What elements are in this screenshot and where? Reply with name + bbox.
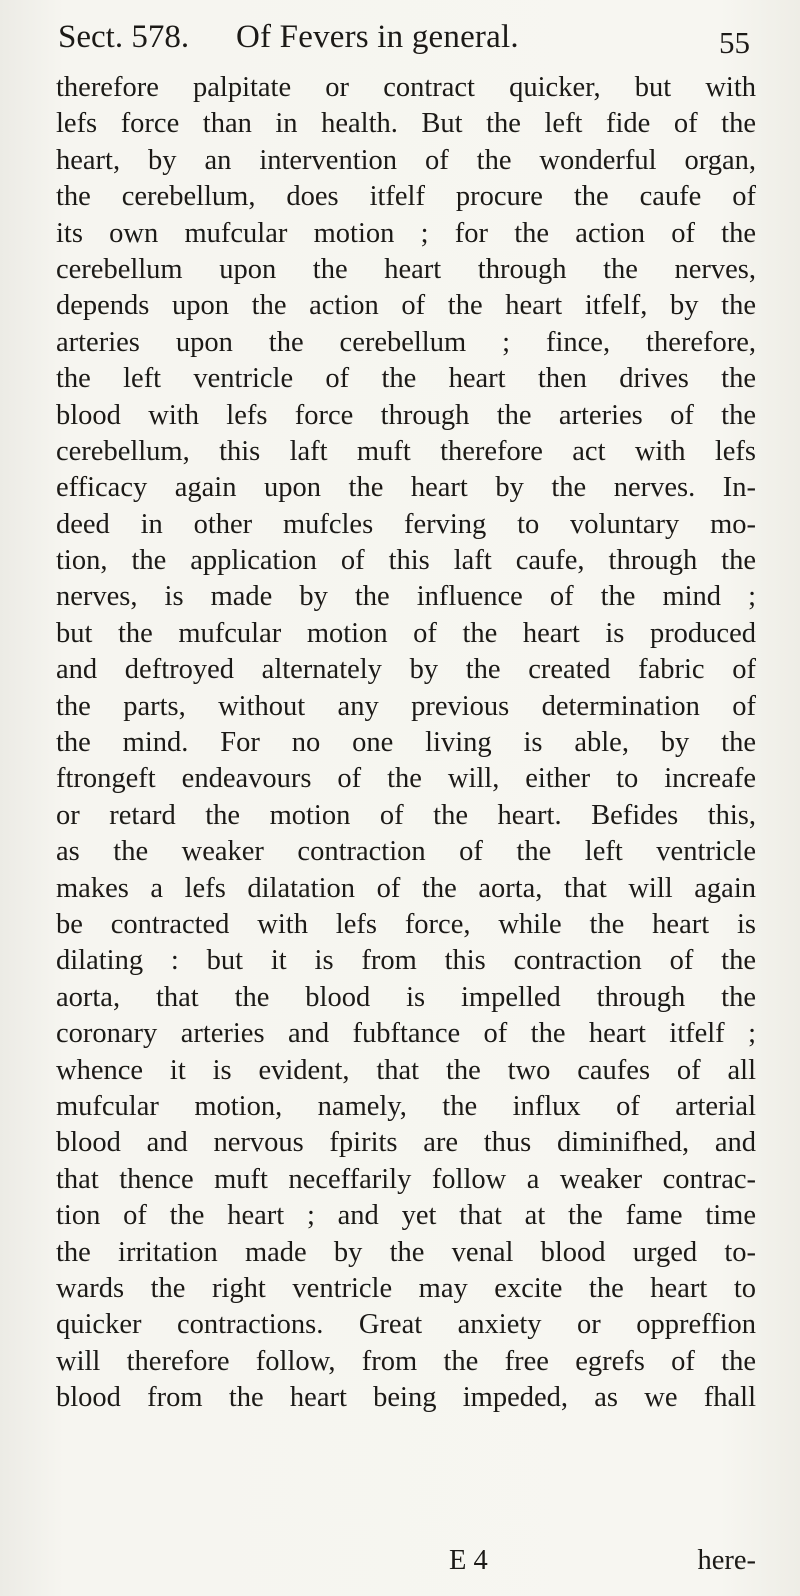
text-line: ftrongeft endeavours of the will, either to increafe <box>56 763 756 795</box>
text-line: cerebellum, this laft muft therefore act with lefs <box>56 435 756 467</box>
text-line: dilating : but it is from this contraction of the <box>56 945 756 977</box>
text-line: deed in other mufcles ferving to voluntary mo- <box>56 508 756 540</box>
text-line: or retard the motion of the heart. Befides this, <box>56 799 756 831</box>
text-line: be contracted with lefs force, while the heart is <box>56 908 756 940</box>
text-line: the irritation made by the venal blood urged to- <box>56 1236 756 1268</box>
text-line: wards the right ventricle may excite the heart to <box>56 1272 756 1304</box>
text-line: arteries upon the cerebellum ; fince, therefore, <box>56 326 756 358</box>
running-head <box>58 14 758 60</box>
section-number: Sect. 578. <box>58 19 190 55</box>
text-line: cerebellum upon the heart through the nerves, <box>56 253 756 285</box>
catchword: here- <box>697 1545 756 1576</box>
text-line: tion, the application of this laft caufe, through the <box>56 545 756 577</box>
text-line: tion of the heart ; and yet that at the fame time <box>56 1200 756 1232</box>
text-line: lefs force than in health. But the left fide of the <box>56 108 756 140</box>
text-line: but the mufcular motion of the heart is produced <box>56 617 756 649</box>
text-line: the mind. For no one living is able, by the <box>56 727 756 759</box>
text-line: whence it is evident, that the two caufes of all <box>56 1054 756 1086</box>
text-line: blood with lefs force through the arteries of the <box>56 399 756 431</box>
text-line: mufcular motion, namely, the influx of arterial <box>56 1090 756 1122</box>
text-line: aorta, that the blood is impelled through the <box>56 981 756 1013</box>
text-line: will therefore follow, from the free egrefs of the <box>56 1345 756 1377</box>
page-number: 55 <box>719 25 750 60</box>
text-line: blood and nervous fpirits are thus diminifhed, and <box>56 1127 756 1159</box>
text-line: efficacy again upon the heart by the nerves. In- <box>56 472 756 504</box>
text-line: the cerebellum, does itfelf procure the caufe of <box>56 181 756 213</box>
body-text <box>56 70 756 1416</box>
text-line: nerves, is made by the influence of the mind ; <box>56 581 756 613</box>
page-footer <box>56 1543 756 1579</box>
text-line: blood from the heart being impeded, as we fhall <box>56 1382 756 1414</box>
running-title: Of Fevers in general. <box>236 19 519 55</box>
text-line: and deftroyed alternately by the created fabric of <box>56 654 756 686</box>
text-line: coronary arteries and fubftance of the heart itfelf ; <box>56 1018 756 1050</box>
text-line: heart, by an intervention of the wonderful organ, <box>56 144 756 176</box>
text-line: its own mufcular motion ; for the action of the <box>56 217 756 249</box>
text-line: quicker contractions. Great anxiety or oppreffion <box>56 1309 756 1341</box>
text-line: depends upon the action of the heart itfelf, by the <box>56 290 756 322</box>
text-line: therefore palpitate or contract quicker, but with <box>56 72 756 103</box>
text-line: the left ventricle of the heart then drives the <box>56 363 756 395</box>
text-line: that thence muft neceffarily follow a weaker contrac- <box>56 1163 756 1195</box>
text-line: the parts, without any previous determination of <box>56 690 756 722</box>
signature-mark: E 4 <box>449 1545 488 1576</box>
text-line: as the weaker contraction of the left ventricle <box>56 836 756 868</box>
text-line: makes a lefs dilatation of the aorta, that will again <box>56 872 756 904</box>
